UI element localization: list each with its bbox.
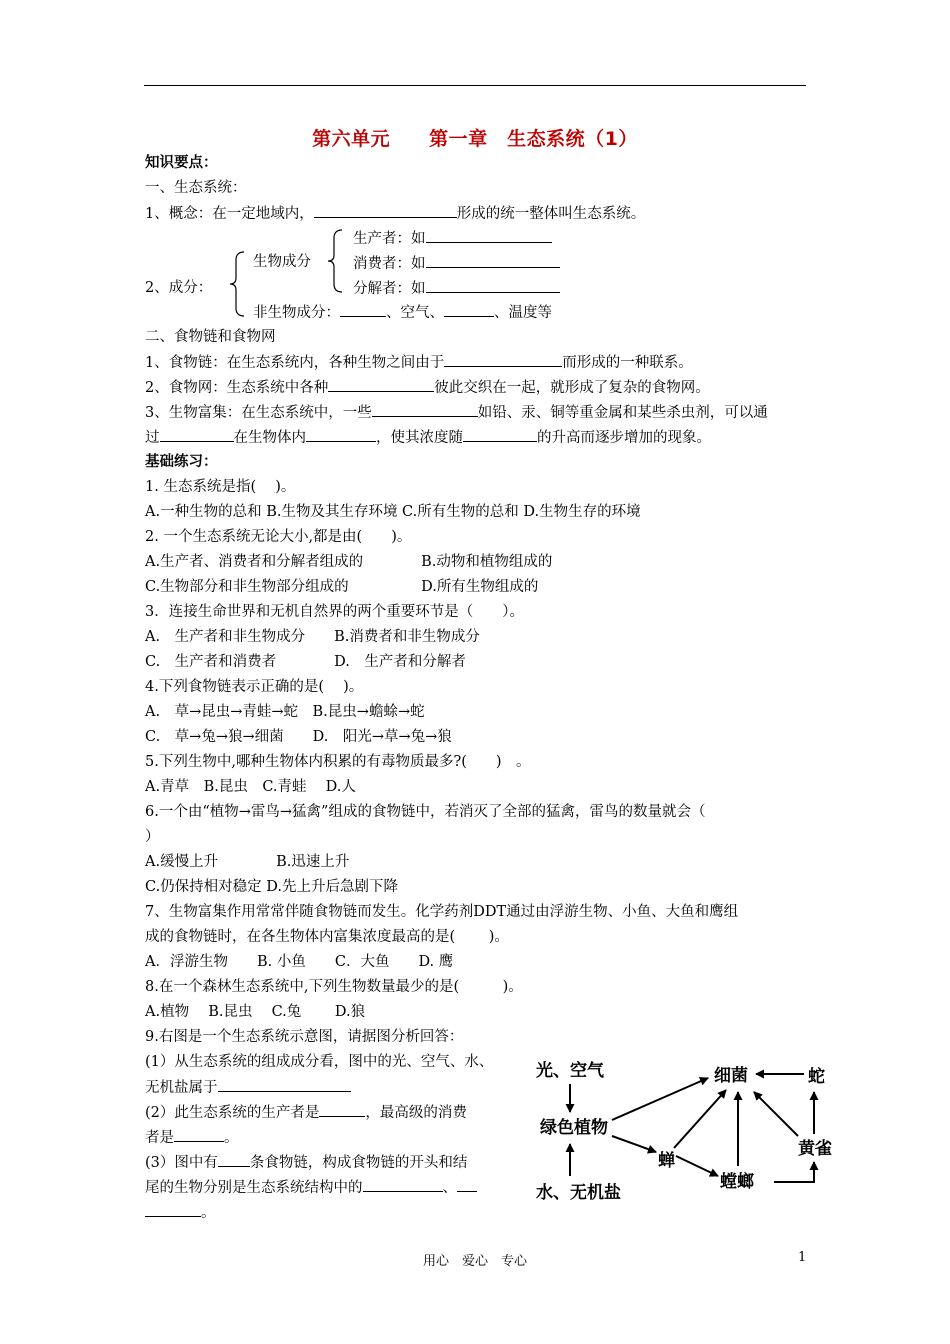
cicada-label: 蝉 — [658, 1151, 675, 1171]
practice-line: 3．连接生命世界和无机自然界的两个重要环节是（ ）。 — [145, 604, 524, 620]
web-suffix: 彼此交织在一起，就形成了复杂的食物网。 — [434, 380, 710, 396]
brace-inner-icon — [326, 228, 346, 294]
practice-line: C.仍保持相对稳定 D.先上升后急剧下降 — [145, 879, 399, 895]
practice-line: C.生物部分和非生物部分组成的 D.所有生物组成的 — [145, 579, 539, 595]
q9-3-line-3 — [145, 1202, 216, 1223]
practice-line: A. 草→昆虫→青蛙→蛇 B.昆虫→蟾蜍→蛇 — [145, 704, 425, 720]
nonbio-prefix: 非生物成分： — [253, 305, 340, 321]
concept-prefix: 1、概念：在一定地域内， — [145, 206, 314, 222]
q9-1-line-1: (1）从生态系统的组成成分看，图中的光、空气、水、 — [145, 1054, 494, 1070]
q9-3-text-c: 尾的生物分别是生态系统结构中的 — [145, 1180, 363, 1196]
food-web-diagram — [528, 1048, 848, 1208]
practice-line: A.生产者、消费者和分解者组成的 B.动物和植物组成的 — [145, 554, 553, 570]
decomposer-line — [353, 278, 560, 299]
q9-3-text-e: 。 — [201, 1205, 216, 1221]
practice-line: A.一种生物的总和 B.生物及其生存环境 C.所有生物的总和 D.生物生存的环境 — [145, 504, 641, 520]
practice-line: 8.在一个森林生态系统中,下列生物数量最少的是( )。 — [145, 979, 523, 995]
chain-suffix: 而形成的一种联系。 — [562, 355, 693, 371]
blank — [174, 1127, 224, 1142]
blank — [218, 1152, 250, 1167]
q9-2-line-2 — [145, 1127, 239, 1148]
practice-line: 4.下列食物链表示正确的是( )。 — [145, 679, 364, 695]
snake-label: 蛇 — [808, 1067, 825, 1087]
q9-2-text-c: 者是 — [145, 1130, 174, 1146]
blank — [314, 203, 457, 218]
oriole-label: 黄雀 — [798, 1139, 832, 1159]
page-title: 第六单元 第一章 生态系统（1） — [312, 128, 638, 150]
header-rule — [144, 85, 806, 86]
blank — [426, 228, 552, 243]
blank — [426, 253, 560, 268]
blank — [306, 427, 376, 442]
bioaccum-prefix: 3、生物富集：在生态系统中，一些 — [145, 405, 372, 421]
food-chain-line — [145, 352, 693, 373]
q9-3-text-b: 条食物链，构成食物链的开头和结 — [249, 1155, 468, 1171]
practice-line: A. 生产者和非生物成分 B.消费者和非生物成分 — [145, 629, 480, 645]
blank — [145, 1202, 201, 1217]
practice-line: A.缓慢上升 B.迅速上升 — [145, 854, 350, 870]
blank — [372, 402, 478, 417]
bacteria-label: 细菌 — [714, 1066, 748, 1086]
blank — [444, 302, 494, 317]
arrow-plants-to-bacteria — [612, 1078, 708, 1120]
consumer-label: 消费者：如 — [353, 256, 426, 272]
components-label: 2、成分： — [145, 280, 213, 296]
concept-line — [145, 203, 645, 224]
bioaccum-text-a: 过 — [145, 430, 160, 446]
producer-label: 生产者：如 — [353, 231, 426, 247]
q9-1-text: 无机盐属于 — [145, 1080, 218, 1096]
brace-outer-icon — [228, 250, 248, 318]
blank — [319, 1102, 365, 1117]
blank — [340, 302, 386, 317]
green-plants-label: 绿色植物 — [540, 1118, 608, 1138]
consumer-line — [353, 253, 560, 274]
practice-line: 成的食物链时，在各生物体内富集浓度最高的是( )。 — [145, 929, 509, 945]
nonbio-suffix: 、温度等 — [494, 305, 552, 321]
blank — [328, 377, 434, 392]
blank — [218, 1077, 351, 1092]
q9-2-text-a: (2）此生态系统的生产者是 — [145, 1105, 320, 1121]
decomposer-label: 分解者：如 — [353, 281, 426, 297]
bioaccum-text-d: 的升高而逐步增加的现象。 — [537, 430, 711, 446]
bioaccum-text-c: ，使其浓度随 — [376, 430, 463, 446]
blank — [160, 427, 234, 442]
water-salt-label: 水、无机盐 — [536, 1183, 621, 1203]
bioaccum-text-b: 在生物体内 — [233, 430, 306, 446]
bioaccum-line-1 — [145, 402, 768, 423]
arrow-cicada-to-mantis — [676, 1156, 718, 1176]
practice-line: 9.右图是一个生态系统示意图，请据图分析回答： — [145, 1029, 464, 1045]
arrow-mantis-to-oriole — [774, 1162, 814, 1182]
practice-line: A.青草 B.昆虫 C.青蛙 D.人 — [145, 779, 356, 795]
practice-line: 6.一个由“植物→雷鸟→猛禽”组成的食物链中，若消灭了全部的猛禽，雷鸟的数量就会（ — [145, 804, 706, 820]
q9-1-line-2 — [145, 1077, 351, 1098]
knowledge-heading: 知识要点： — [145, 155, 218, 171]
q9-3-line-1 — [145, 1152, 467, 1173]
page-number: 1 — [798, 1250, 807, 1265]
concept-suffix: 形成的统一整体叫生态系统。 — [456, 206, 646, 222]
chain-prefix: 1、食物链：在生态系统内，各种生物之间由于 — [145, 355, 445, 371]
blank — [363, 1177, 443, 1192]
blank — [457, 1177, 477, 1192]
mantis-label: 螳螂 — [720, 1172, 754, 1192]
producer-line — [353, 228, 552, 249]
q9-2-text-b: ，最高级的消费 — [365, 1105, 467, 1121]
nonbio-line — [253, 302, 552, 323]
section-food-chain: 二、食物链和食物网 — [145, 329, 276, 345]
practice-line: C. 草→兔→狼→细菌 D. 阳光→草→兔→狼 — [145, 729, 452, 745]
bioaccum-suffix: 如铅、汞、铜等重金属和某些杀虫剂，可以通 — [477, 405, 768, 421]
web-prefix: 2、食物网：生态系统中各种 — [145, 380, 329, 396]
nonbio-mid: 、空气、 — [386, 305, 444, 321]
q9-3-text-d: 、 — [442, 1180, 457, 1196]
practice-line: ） — [145, 829, 160, 845]
q9-2-line-1 — [145, 1102, 467, 1123]
blank — [463, 427, 537, 442]
q9-3-text-a: (3）图中有 — [145, 1155, 218, 1171]
practice-line: 5.下列生物中,哪种生物体内积累的有毒物质最多?( ) 。 — [145, 754, 531, 770]
q9-2-text-d: 。 — [224, 1130, 239, 1146]
blank — [426, 278, 560, 293]
practice-line: 2. 一个生态系统无论大小,都是由( )。 — [145, 529, 412, 545]
blank — [444, 352, 562, 367]
section-ecosystem: 一、生态系统： — [145, 180, 247, 196]
food-web-line — [145, 377, 710, 398]
practice-line: C. 生产者和消费者 D. 生产者和分解者 — [145, 654, 466, 670]
arrow-oriole-to-bacteria — [754, 1092, 798, 1136]
arrow-plants-to-cicada — [612, 1136, 656, 1152]
light-air-label: 光、空气 — [536, 1061, 604, 1081]
practice-line: 7、生物富集作用常常伴随食物链而发生。化学药剂DDT通过由浮游生物、小鱼、大鱼和鹰组 — [145, 904, 739, 920]
arrow-cicada-to-bacteria — [674, 1090, 726, 1148]
practice-heading: 基础练习： — [145, 454, 218, 470]
practice-line: 1. 生态系统是指( )。 — [145, 479, 296, 495]
bioaccum-line-2 — [145, 427, 711, 448]
bio-component-label: 生物成分 — [253, 254, 311, 270]
practice-line: A．浮游生物 B. 小鱼 C．大鱼 D. 鹰 — [145, 954, 454, 970]
page-footer: 用心 爱心 专心 — [422, 1254, 527, 1269]
q9-3-line-2 — [145, 1177, 477, 1198]
practice-line: A.植物 B.昆虫 C.兔 D.狼 — [145, 1004, 366, 1020]
